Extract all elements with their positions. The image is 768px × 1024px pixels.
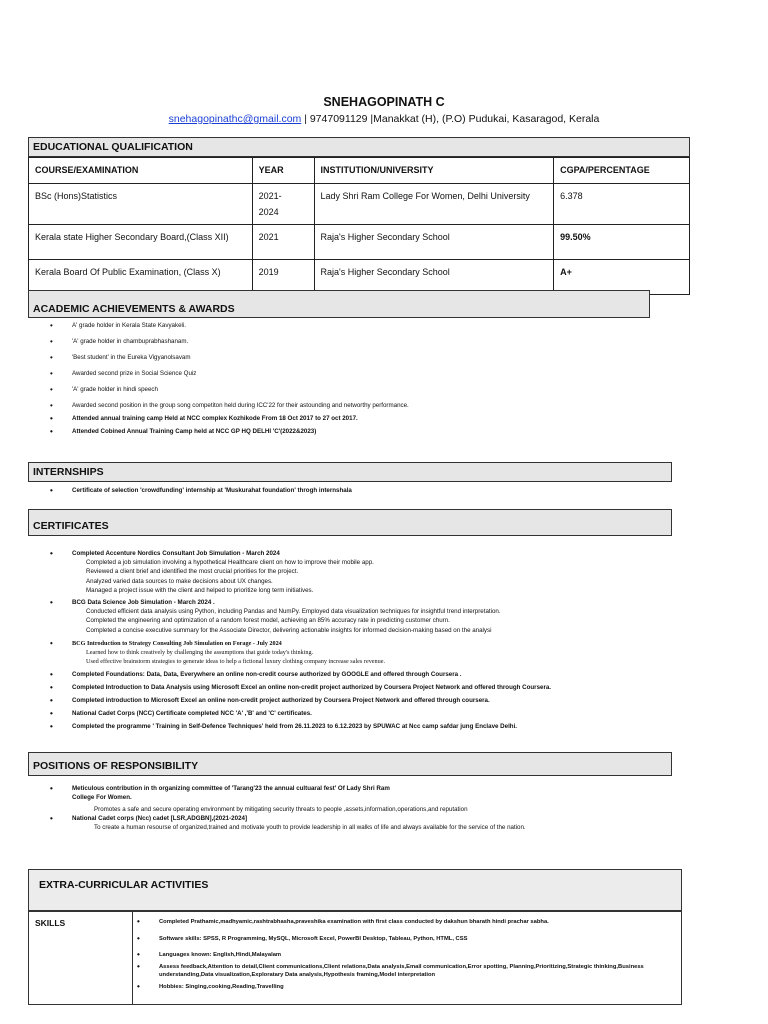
internships-heading: INTERNSHIPS (28, 462, 672, 482)
achievements-heading: ACADEMIC ACHIEVEMENTS & AWARDS (28, 290, 650, 318)
list-item: • Completed Introduction to Data Analysis using Microsoft Excel an online non-credit project authorized by Coursera Project Network and offered through Coursera. (50, 683, 690, 692)
list-item: • Assess feedback,Attention to detail,Client communications,Client relations,Data analysis,Email communication,Error spotting, Planning,Prioritizing,Strategic thinking,Business understanding,Data visualization,Exploratary Data analysis,Hypothesis framing,Model interpretation (137, 963, 677, 980)
list-item: • A' grade holder in Kerala State Kavyakeli. (50, 321, 450, 330)
certificates-heading: CERTIFICATES (28, 509, 672, 536)
col-header-course: COURSE/EXAMINATION (29, 158, 253, 184)
certificate-detail: Learned how to think creatively by challenging the assumptions that guide today's thinking. (86, 649, 314, 657)
col-header-institution: INSTITUTION/UNIVERSITY (314, 158, 554, 184)
positions-section (50, 784, 690, 833)
list-item: • Attended Cobined Annual Training Camp held at NCC GP HQ DELHI 'C'(2022&2023) (50, 427, 450, 436)
list-item: • Certificate of selection 'crowdfunding' internship at 'Muskurahat foundation' throgh internshala (50, 486, 650, 495)
email-link[interactable]: snehagopinathc@gmail.com (168, 113, 302, 125)
year-cell: 2019 (252, 260, 314, 295)
certificate-detail: Completed a concise executive summary for the Associate Director, delivering actionable insights for informed decision-making based on the analysi (86, 626, 492, 634)
certificate-detail: Managed a project issue with the client and helped to prioritize long term initiatives. (86, 586, 314, 594)
year-cell: 2021 (252, 225, 314, 260)
positions-heading: POSITIONS OF RESPONSIBILITY (28, 752, 672, 776)
cgpa-cell: 99.50% (554, 225, 690, 260)
list-item: • Awarded second position in the group song competiton held during ICC'22 for their astounding and networthy performance. (50, 401, 412, 410)
position-detail: Promotes a safe and secure operating environment by mitigating security threats to people ,assets,information,operations,and reputation (94, 806, 468, 813)
skills-label: SKILLS (29, 912, 133, 1004)
education-header-row (29, 158, 690, 184)
certificate-detail: Conducted efficient data analysis using Python, including Pandas and NumPy. Employed data visualization techniques for insightful trend interpretation. (86, 608, 501, 616)
education-heading: EDUCATIONAL QUALIFICATION (28, 137, 690, 157)
list-item: • Awarded second prize in Social Science Quiz (50, 369, 450, 378)
education-table (28, 157, 690, 295)
certificate-title: • BCG Introduction to Strategy Consulting Job Simulation on Forage - July 2024 (50, 639, 690, 648)
certificate-title: • BCG Data Science Job Simulation - March 2024 . (50, 598, 690, 607)
certificate-detail: Analyzed varied data sources to make decisions about UX changes. (86, 577, 273, 585)
course-cell: Kerala state Higher Secondary Board,(Class XII) (29, 225, 253, 260)
list-item: • National Cadet Corps (NCC) Certificate completed NCC 'A' ,'B' and 'C' certificates. (50, 709, 690, 718)
list-item: • Software skills: SPSS, R Programming, MySQL, Microsoft Excel, PowerBI Desktop, Tableau, Python, HTML, CSS (137, 935, 677, 944)
list-item: • Completed introduction to Microsoft Excel an online non-credit project authorized by Coursera Project Network and offered through coursera. (50, 696, 690, 705)
list-item: • 'Best student' in the Eureka Vigyanolsavam (50, 353, 450, 362)
institution-cell: Raja's Higher Secondary School (314, 260, 554, 295)
contact-details: | 9747091129 |Manakkat (H), (P.O) Pudukai, Kasaragod, Kerala (301, 113, 600, 125)
contact-line (0, 113, 768, 125)
certificate-detail: Completed a job simulation involving a hypothetical Healthcare client on how to improve their mobile app. (86, 559, 374, 566)
certificate-title: • Completed Accenture Nordics Consultant Job Simulation - March 2024 (50, 549, 690, 558)
candidate-name: SNEHAGOPINATH C (323, 95, 445, 109)
position-title: • National Cadet corps (Ncc) cadet [LSR,ADGBN],(2021-2024] (50, 814, 690, 823)
internships-list (50, 486, 650, 495)
list-item: • Hobbies: Singing,cooking,Reading,Travelling (137, 983, 677, 992)
certificates-section (50, 549, 690, 731)
certificate-detail: Reviewed a client brief and identified the most crucial priorities for the project. (86, 568, 299, 576)
position-detail: To create a human resourse of organized,trained and motivate youth to provide leadership in all walks of life and always available for the service of the nation. (94, 824, 526, 832)
institution-cell: Raja's Higher Secondary School (314, 225, 554, 260)
list-item: • Completed Foundations: Data, Data, Everywhere an online non-credit course authorized by GOOGLE and offered through Coursera . (50, 670, 690, 679)
table-row (29, 225, 690, 260)
year-cell: 2021- 2024 (252, 184, 314, 225)
list-item: • Completed the programme ' Training in Self-Defence Techniques' held from 26.11.2023 to 6.12.2023 by SPUWAC at Ncc camp safdar jung Enclave Delhi. (50, 722, 690, 731)
course-cell: Kerala Board Of Public Examination, (Class X) (29, 260, 253, 295)
skills-table (28, 911, 682, 1005)
list-item: • Languages known: English,Hindi,Malayalam (137, 951, 677, 960)
list-item: • Completed Prathamic,madhyamic,rashtrabhasha,praveshika examination with first class conducted by dakshun bharath hindi prachar sabha. (137, 918, 677, 927)
cgpa-cell: A+ (554, 260, 690, 295)
certificate-detail: Completed the engineering and optimization of a random forest model, achieving an 85% accuracy rate in predicting customer churn. (86, 617, 450, 625)
course-cell: BSc (Hons)Statistics (29, 184, 253, 225)
position-title: • Meticulous contribution in th organizing committee of 'Tarang'23 the annual cultuaral fest' Of Lady Shri Ram College For Women. (50, 784, 690, 802)
list-item: • Attended annual training camp Held at NCC complex Kozhikode From 18 Oct 2017 to 27 oct 2017. (50, 414, 450, 423)
cgpa-cell: 6.378 (554, 184, 690, 225)
table-row (29, 184, 690, 225)
certificate-detail: Used effective brainstorm strategies to generate ideas to help a fictional luxury clothing company increase sales revenue. (86, 658, 386, 666)
list-item: • 'A' grade holder in hindi speech (50, 385, 450, 394)
extra-heading: EXTRA-CURRICULAR ACTIVITIES (28, 869, 682, 911)
col-header-year: YEAR (252, 158, 314, 184)
list-item: • 'A' grade holder in chambuprabhashanam. (50, 337, 450, 346)
institution-cell: Lady Shri Ram College For Women, Delhi University (314, 184, 554, 225)
col-header-cgpa: CGPA/PERCENTAGE (554, 158, 690, 184)
skills-list (137, 918, 677, 991)
achievements-list (50, 321, 450, 436)
